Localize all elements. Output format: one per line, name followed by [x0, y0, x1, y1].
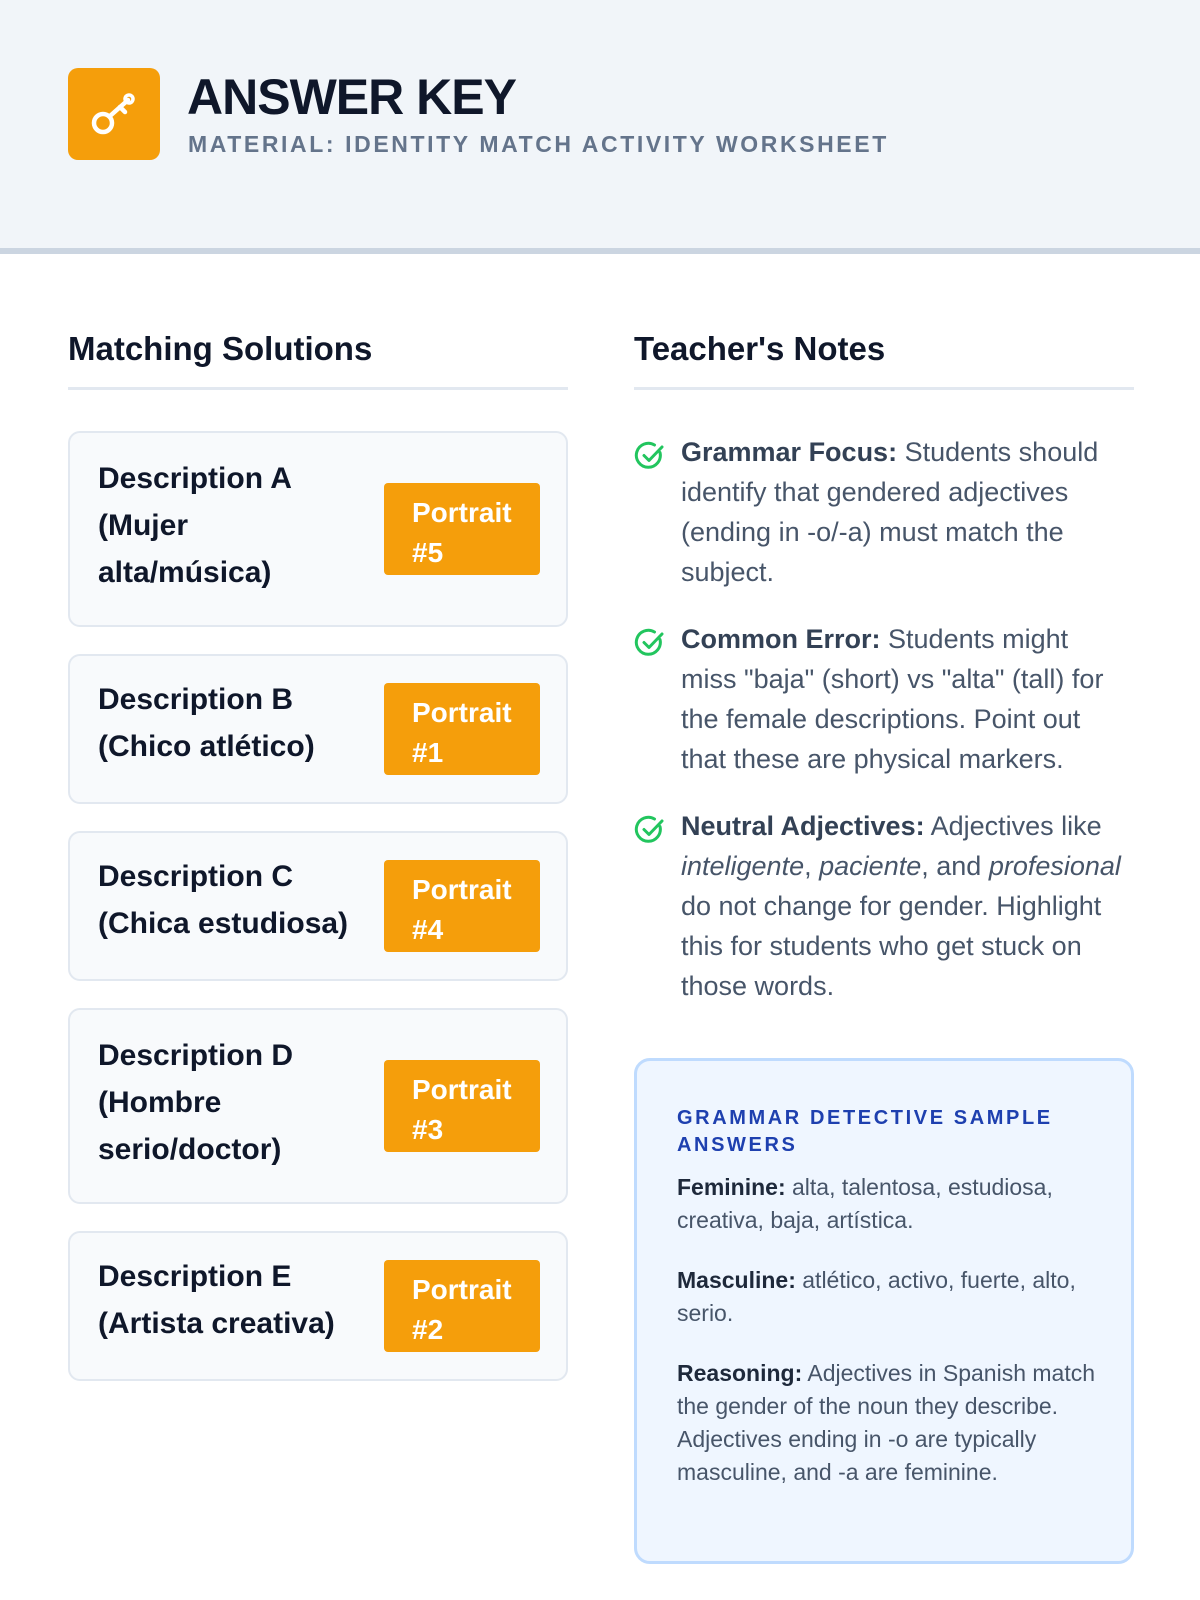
- logo-badge: [68, 68, 160, 160]
- sample-answers-title: GRAMMAR DETECTIVE SAMPLE ANSWERS: [677, 1107, 1053, 1156]
- portrait-badge: Portrait #1: [384, 683, 540, 775]
- match-card-d: [68, 1008, 568, 1204]
- check-circle-icon: [634, 814, 666, 846]
- note-neutral-adjectives: [634, 806, 1134, 1006]
- header: [0, 0, 1200, 254]
- page-subtitle: MATERIAL: IDENTITY MATCH ACTIVITY WORKSHEET: [188, 131, 889, 157]
- match-description: Description E (Artista creativa): [98, 1260, 335, 1340]
- reasoning-answer: Reasoning: Adjectives in Spanish match the gender of the noun they describe. Adjectives ending in -o are typically masculine, and -a are feminine.: [677, 1360, 1096, 1485]
- match-card-c: [68, 831, 568, 981]
- note-grammar-focus: [634, 432, 1134, 592]
- check-circle-icon: [634, 627, 666, 659]
- notes-heading: Teacher's Notes: [634, 330, 1134, 390]
- masculine-answer: Masculine: atlético, activo, fuerte, alto, serio.: [677, 1267, 1076, 1326]
- portrait-badge: Portrait #5: [384, 483, 540, 575]
- note-text: Common Error: Students might miss "baja" (short) vs "alta" (tall) for the female descriptions. Point out that these are physical markers.: [681, 624, 1104, 774]
- feminine-answer: Feminine: alta, talentosa, estudiosa, creativa, baja, artística.: [677, 1174, 1053, 1233]
- match-card-a: [68, 431, 568, 627]
- match-description: Description C (Chica estudiosa): [98, 860, 349, 940]
- match-description: Description A (Mujer alta/música): [98, 462, 292, 589]
- portrait-badge: Portrait #4: [384, 860, 540, 952]
- key-icon: [86, 86, 142, 142]
- match-card-e: [68, 1231, 568, 1381]
- portrait-badge: Portrait #2: [384, 1260, 540, 1352]
- check-circle-icon: [634, 440, 666, 472]
- match-description: Description B (Chico atlético): [98, 683, 315, 763]
- matching-heading: Matching Solutions: [68, 330, 568, 390]
- note-text: Grammar Focus: Students should identify that gendered adjectives (ending in -o/-a) must match the subject.: [681, 437, 1099, 587]
- sample-answers-box: [634, 1058, 1134, 1564]
- match-card-b: [68, 654, 568, 804]
- note-common-error: [634, 619, 1134, 779]
- portrait-badge: Portrait #3: [384, 1060, 540, 1152]
- page-title: ANSWER KEY: [187, 69, 516, 125]
- note-text: Neutral Adjectives: Adjectives like inteligente, paciente, and profesional do not change for gender. Highlight this for students who get stuck on those words.: [681, 811, 1121, 1001]
- match-description: Description D (Hombre serio/doctor): [98, 1039, 294, 1166]
